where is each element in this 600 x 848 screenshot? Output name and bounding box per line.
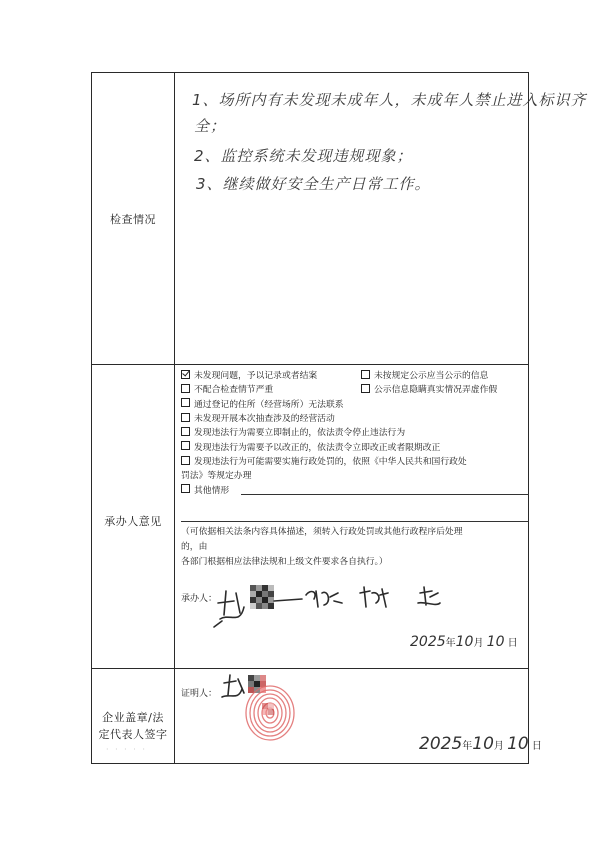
inspection-note-1-cont: 全； [194,117,227,135]
inspection-label: 检查情况 [110,213,156,226]
inspection-form [91,72,587,764]
handler-signature-label: 承办人： [181,594,218,604]
option-administrative-penalty[interactable]: 发现违法行为可能需要实施行政处罚的，依照《中华人民共和国行政处 [181,455,467,469]
note-line: 的，由 [181,542,208,552]
fingerprint-stamp [240,681,300,743]
seal-label-line2: 定代表人签字 [98,728,168,741]
option-stop-violation[interactable]: 发现违法行为需要立即制止的，依法责令停止违法行为 [181,426,405,440]
column-divider [174,73,175,763]
checkbox[interactable] [181,484,190,493]
option-non-cooperation[interactable]: 不配合检查情节严重 [181,383,273,397]
option-other[interactable]: 其他情形 [181,484,229,498]
option-false-disclosure[interactable]: 公示信息隐瞒真实情况弄虚作假 [361,383,497,397]
checkbox[interactable] [361,370,370,379]
option-no-activity[interactable]: 未发现开展本次抽查涉及的经营活动 [181,412,335,426]
checkbox-checked[interactable] [181,370,190,379]
row-divider [92,364,528,365]
note-line: 各部门根据相应法律法规和上级文件要求各自执行。） [181,557,388,567]
checkbox[interactable] [181,384,190,393]
inspection-note-3: 3、继续做好安全生产日常工作。 [196,175,431,193]
mosaic-redaction [250,585,274,609]
handler-opinion-label: 承办人意见 [104,515,162,528]
option-penalty-cont: 罚法》等规定办理 [181,471,252,481]
seal-signature-label [92,709,174,743]
witness-signature-label: 证明人： [181,689,218,699]
inspection-note-2: 2、监控系统未发现违规现象； [194,147,413,165]
row-divider [92,668,528,669]
handler-signatures [210,563,460,638]
checkbox[interactable] [181,441,190,450]
inspection-note-1: 1、场所内有未发现未成年人，未成年人禁止进入标识齐 [192,91,587,109]
seal-label-line1: 企业盖章/法 [102,711,164,724]
faded-stamp-text: · · · · · [106,745,147,754]
note-line: （可依据相关法条内容具体描述，须转入行政处罚或其他行政程序后处理 [181,527,463,537]
checkbox[interactable] [181,427,190,436]
handler-date: 2025年10月 10 日 [410,634,518,650]
checkbox[interactable] [181,456,190,465]
checkbox[interactable] [361,384,370,393]
checkbox[interactable] [181,413,190,422]
checkbox[interactable] [181,398,190,407]
other-fill-line [241,494,529,495]
option-no-problem[interactable]: 未发现问题，予以记录或者结案 [181,369,317,383]
separator-line [181,521,529,522]
seal-date: 2025年10月 10 日 [419,734,542,754]
option-unreachable[interactable]: 通过登记的住所（经营场所）无法联系 [181,398,344,412]
option-correct-violation[interactable]: 发现违法行为需要予以改正的，依法责令立即改正或者限期改正 [181,441,440,455]
option-not-disclosed[interactable]: 未按规定公示应当公示的信息 [361,369,488,383]
